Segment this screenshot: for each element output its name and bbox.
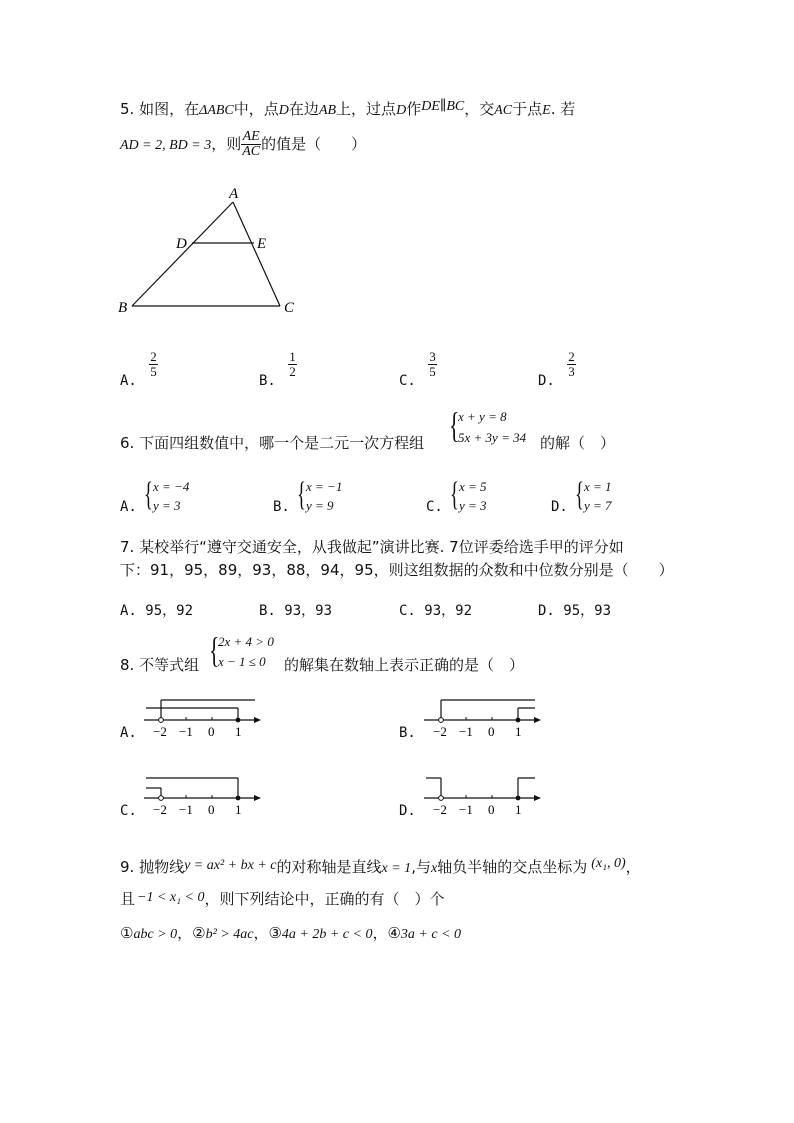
q6-stem-tail: 的解（ ） — [540, 434, 616, 452]
q8-option-a-number-line — [140, 698, 270, 742]
q6-option-a: A. { x = −4 y = 3 — [120, 476, 190, 515]
q8-option-d-label: D. — [399, 803, 416, 819]
q8-option-a-label: A. — [120, 725, 137, 741]
q8-option-b-label: B. — [399, 725, 416, 741]
q7-option-b: B. 93，93 — [259, 603, 333, 619]
vertex-b-label: B — [118, 300, 128, 316]
svg-text:−2: −2 — [153, 802, 167, 817]
q5-option-c: C. $\frac{3}{5}$ — [399, 349, 436, 389]
q6-option-c: C. { x = 5 y = 3 — [426, 476, 487, 515]
svg-text:−2: −2 — [433, 724, 447, 739]
q7-line2: 下：91，95，89，93，88，94，95，则这组数据的众数和中位数分别是（ ） — [120, 561, 674, 579]
svg-text:0: 0 — [488, 802, 495, 817]
q6-option-b: B. { x = −1 y = 9 — [273, 476, 343, 515]
q8-stem-tail: 的解集在数轴上表示正确的是（ ） — [284, 656, 525, 674]
q9-line1: 9. 抛物线y = ax² + bx + c的对称轴是直线x = 1,与x轴负半轴的交点坐标为 (x₁, 0)， — [120, 856, 641, 876]
q6-option-d: D. { x = 1 y = 7 — [551, 476, 612, 515]
q5-line1: 5. 如图，在ΔABC中，点D在边AB上，过点D作DE∥BC，交AC于点E. 若 — [120, 99, 576, 118]
svg-text:0: 0 — [208, 802, 215, 817]
svg-text:−1: −1 — [459, 724, 473, 739]
q8-stem-number: 8. 不等式组 — [120, 656, 200, 674]
svg-text:−2: −2 — [433, 802, 447, 817]
svg-text:1: 1 — [235, 802, 242, 817]
q5-option-b: B. $\frac{1}{2}$ — [259, 349, 296, 389]
q5-triangle-figure — [112, 182, 312, 322]
point-d-label: D — [176, 236, 187, 252]
svg-text:1: 1 — [515, 724, 522, 739]
svg-text:1: 1 — [235, 724, 242, 739]
vertex-c-label: C — [284, 300, 295, 316]
svg-text:1: 1 — [515, 802, 522, 817]
svg-text:−1: −1 — [459, 802, 473, 817]
q8-option-c-number-line — [140, 776, 270, 820]
q8-option-c-label: C. — [120, 803, 137, 819]
q5-ratio-fraction: $\frac{AE}{AC}$ — [242, 129, 261, 159]
q5-line2: AD = 2, BD = 3，则 $\frac{AE}{AC}$ 的值是（ ） — [120, 129, 367, 159]
svg-text:0: 0 — [208, 724, 215, 739]
q7-option-a: A. 95，92 — [120, 603, 194, 619]
q5-option-a: A. $\frac{2}{5}$ — [120, 349, 157, 389]
q9-conclusions: ①abc > 0，②b² > 4ac，③4a + 2b + c < 0，④3a + c < 0 — [120, 924, 462, 942]
q8-option-b-number-line — [420, 698, 550, 742]
svg-text:−1: −1 — [179, 724, 193, 739]
svg-text:−1: −1 — [179, 802, 193, 817]
q7-option-d: D. 95，93 — [538, 603, 612, 619]
q7-option-c: C. 93，92 — [399, 603, 473, 619]
svg-text:0: 0 — [488, 724, 495, 739]
q5-option-d: D. $\frac{2}{3}$ — [538, 349, 575, 389]
q7-line1: 7. 某校举行“遵守交通安全，从我做起”演讲比赛. 7位评委给选手甲的评分如 — [120, 538, 624, 556]
svg-text:−2: −2 — [153, 724, 167, 739]
q8-option-d-number-line — [420, 776, 550, 820]
point-e-label: E — [257, 236, 267, 252]
vertex-a-label: A — [229, 186, 239, 202]
q9-line2: 且 −1 < x₁ < 0，则下列结论中，正确的有（ ）个 — [120, 890, 445, 908]
q6-stem-text: 6. 下面四组数值中，哪一个是二元一次方程组 — [120, 434, 425, 452]
